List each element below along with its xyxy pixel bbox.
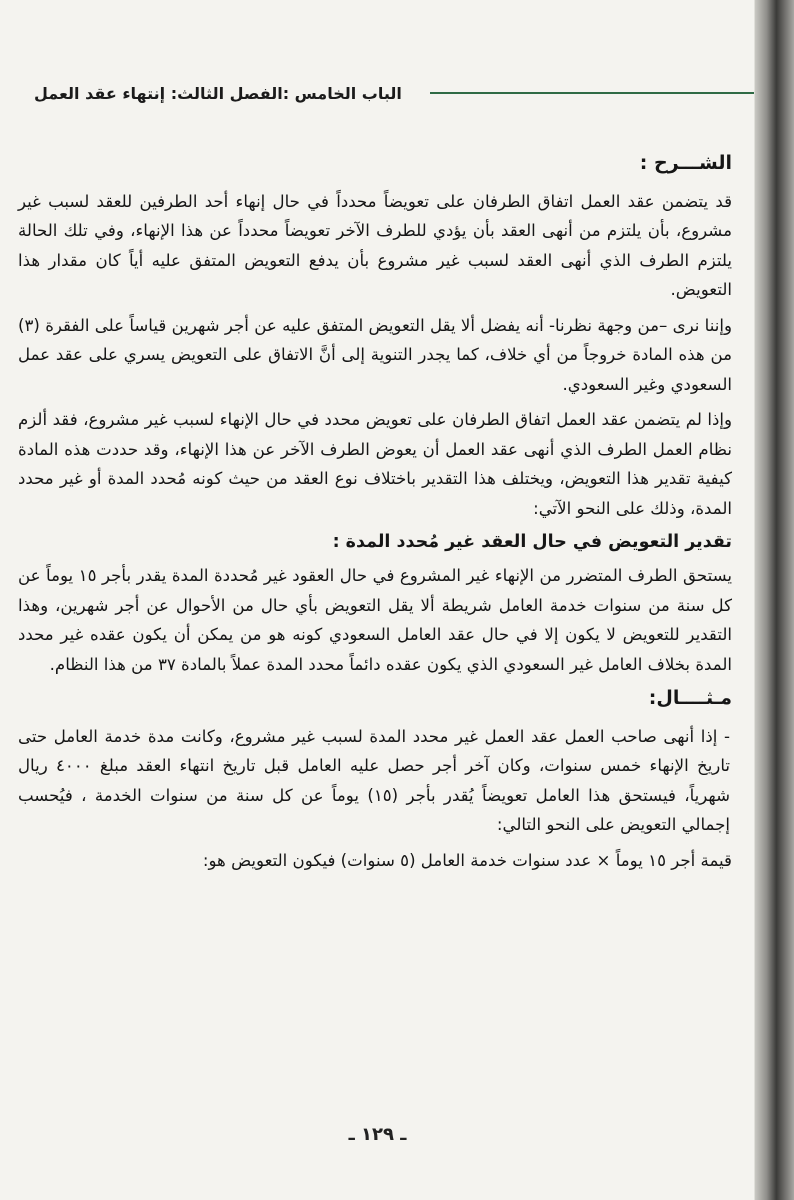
paragraph: وإذا لم يتضمن عقد العمل اتفاق الطرفان على تعويض محدد في حال الإنهاء لسبب غير مشروع، فقد ألزم نظام العمل الطرف الذي أنهى عقد العمل أن يعوض الطرف الآخر عن هذا الإنهاء، وقد حددت هذه المادة كيفية تقدير هذا التعويض، ويختلف هذا التقدير باختلاف نوع العقد من حيث كونه مُحدد المدة أو غير محدد المدة، وذلك على النحو الآتي: xyxy=(18,410,732,518)
calculation-line: قيمة أجر ١٥ يوماً × عدد سنوات خدمة العامل (٥ سنوات) فيكون التعويض هو: xyxy=(202,850,732,870)
page-body xyxy=(18,150,732,875)
chapter-title: الباب الخامس :الفصل الثالث: إنتهاء عقد العمل xyxy=(34,84,402,103)
example-heading: مـثــــال: xyxy=(648,687,732,710)
page-number: ـ ١٢٩ ـ xyxy=(348,1124,407,1145)
header-rule xyxy=(430,92,754,94)
explanation-heading: الشـــرح : xyxy=(639,152,732,174)
paragraph: يستحق الطرف المتضرر من الإنهاء غير المشروع في حال العقود غير مُحددة المدة يقدر بأجر ١٥ يوماً عن كل سنة من سنوات خدمة العامل شريطة ألا يقل التعويض بأي حال من الأحوال عن أجر شهرين، وهذا التقدير للتعويض لا يكون إلا في حال عقد العامل السعودي كونه هو من يمكن أن يكون عقده غير محدد المدة بخلاف العامل غير السعودي الذي يكون عقده دائماً محدد المدة عملاً بالمادة ٣٧ من هذا النظام. xyxy=(18,566,732,674)
example-paragraph: - إذا أنهى صاحب العمل عقد العمل غير محدد المدة لسبب غير مشروع، وكانت مدة خدمة العامل حتى تاريخ الإنهاء خمس سنوات، وكان آخر أجر حصل عليه العامل قبل تاريخ انتهاء العقد مبلغ ٤٠٠٠ ريال شهرياً، فيستحق هذا العامل تعويضاً يُقدر بأجر (١٥) يوماً عن كل سنة من سنوات الخدمة ، فيُحسب إجمالي التعويض على النحو التالي: xyxy=(18,726,730,835)
section-subheading: تقدير التعويض في حال العقد غير مُحدد المدة : xyxy=(332,532,732,553)
paragraph: وإننا نرى –من وجهة نظرنا- أنه يفضل ألا يقل التعويض المتفق عليه عن أجر شهرين قياساً على الفقرة (٣) من هذه المادة خروجاً من أي خلاف، كما يجدر التنوية إلى أنَّ الاتفاق على التعويض يسري على عقد عمل السعودي وغير السعودي. xyxy=(18,315,732,394)
running-header xyxy=(34,84,734,110)
book-spine xyxy=(755,0,794,1200)
paragraph: قد يتضمن عقد العمل اتفاق الطرفان على تعويضاً محدداً في حال إنهاء أحد الطرفين للعقد لسبب غير مشروع، بأن يلتزم من أنهى العقد بأن يؤدي للطرف الآخر تعويضاً محدداً عن هذا الإنهاء، وفي تلك الحالة يلتزم الطرف الذي أنهى العقد لسبب غير مشروع بأن يدفع التعويض المتفق عليه أياً كان مقدار هذا التعويض. xyxy=(18,191,732,300)
